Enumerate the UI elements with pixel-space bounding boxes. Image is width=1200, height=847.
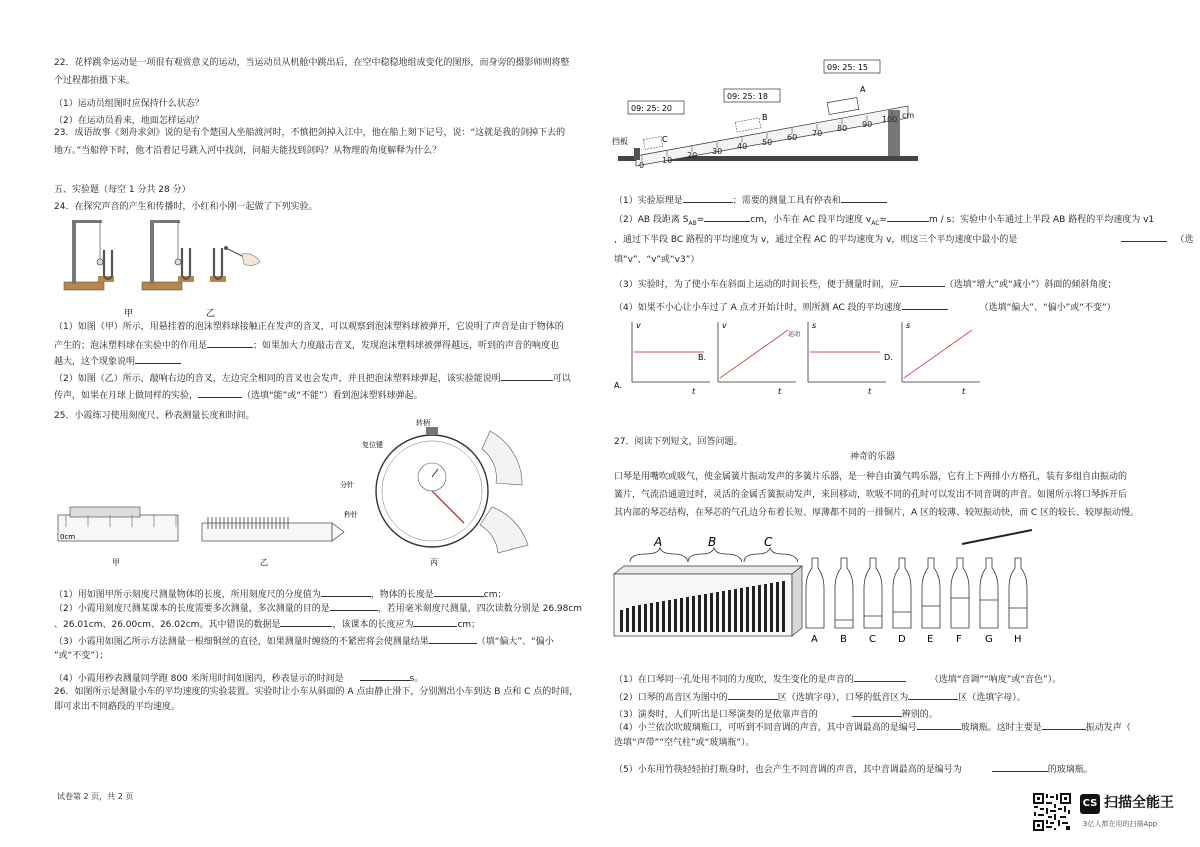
scanner-slogan: 3亿人都在用的扫描App — [1083, 820, 1158, 828]
q27-paragraph-2: 簧片，气流沿通道过时，灵活的金属舌簧振动发声，来回移动，吹吸不同的孔时可以发出不同音调的声音。如图所示将口琴拆开后 — [614, 490, 1128, 500]
graph-b-axis-v: v — [722, 321, 727, 330]
fig25-label-yi: 乙 — [260, 558, 268, 567]
q27-4-cont: 选填“声带”“空气柱”或“玻璃瓶”）。 — [614, 738, 755, 748]
answer-blank[interactable] — [854, 672, 906, 682]
q24-intro: 24．在探究声音的产生和传播时，小红和小刚一起做了下列实验。 — [54, 202, 318, 212]
graph-b-label: B. — [698, 353, 707, 362]
ruler-tick-80: 80 — [837, 124, 848, 133]
q24-2b: 传声，如果在月球上做同样的实验， （选填“能”或“不能”）看到泡沫塑料球弹起。 — [54, 388, 423, 402]
answer-blank[interactable] — [683, 193, 733, 203]
q24-figure — [54, 212, 304, 322]
answer-blank[interactable] — [413, 617, 457, 627]
fig24-label-jia: 甲 — [124, 309, 134, 319]
q22-text-cont: 个过程都拍摄下来。 — [54, 76, 136, 86]
q25-3b: ”或“不变”）； — [54, 651, 109, 661]
answer-blank[interactable] — [992, 762, 1048, 772]
answer-blank[interactable] — [135, 354, 181, 364]
fig24-label-yi: 乙 — [206, 309, 216, 319]
answer-blank[interactable] — [917, 720, 961, 730]
section-heading: 五、实验题（每空 1 分共 28 分） — [54, 185, 191, 195]
zone-c-label: C — [764, 535, 773, 549]
answer-blank[interactable] — [330, 601, 378, 611]
q26-4: （4）如果不小心让小车过了 A 点才开始计时，则所测 AC 段的平均速度 （选填“偏大”、“偏小”或“不变”） — [614, 300, 1116, 314]
q25-2a: （2）小霞用刻度尺测某课本的长度需要多次测量，多次测量的目的是 ，若用毫米刻度尺测量，四次读数分别是 26.98cm — [54, 601, 582, 615]
ruler-tick-90: 90 — [862, 120, 873, 129]
answer-blank[interactable] — [501, 371, 553, 381]
q24-2a: （2）如图（乙）所示，敲响右边的音叉，左边完全相同的音叉也会发声，并且把泡沫塑料球弹起，该实验能说明 可以 — [54, 371, 571, 385]
baffle-label: 挡板 — [612, 137, 628, 146]
graph-c-axis-s: s — [812, 321, 817, 330]
fig25-label-cm: 0cm — [60, 533, 76, 541]
bottle-label-a: A — [811, 634, 818, 645]
zone-a-label: A — [654, 535, 663, 549]
ruler-tick-10: 10 — [662, 156, 673, 165]
q23-text-cont: 地方。”当船停下时，他才沿着记号跳入河中找剑，问船夫能找到剑吗？从物理的角度解释为什么？ — [54, 146, 442, 156]
ruler-tick-0: 0 — [639, 161, 645, 170]
bottle-label-b: B — [840, 634, 847, 645]
bottle-label-e: E — [927, 634, 934, 645]
scanner-logo: CS — [1080, 794, 1100, 814]
answer-blank[interactable] — [908, 690, 958, 700]
q27-paragraph-3: 其内部的琴芯结构，在琴芯的气孔边分布着长短、厚薄都不同的一排铜片，A 区的较薄、较短振动快，而 C 区的较长、较厚振动慢。 — [614, 508, 1140, 518]
bottle-label-g: G — [985, 634, 993, 645]
answer-blank[interactable] — [360, 671, 410, 681]
point-c-label: C — [662, 135, 668, 144]
answer-blank[interactable] — [899, 277, 945, 287]
answer-blank[interactable] — [429, 634, 477, 644]
zone-b-label: B — [708, 535, 717, 549]
q26-2c: 填“v”、“v”或“v3”） — [614, 255, 700, 265]
ruler-tick-40: 40 — [737, 142, 748, 151]
fig25-label-second: 秒针 — [344, 511, 358, 519]
q27-paragraph-1: 口琴是用嘴吹或吸气，使金属簧片振动发声的多簧片乐器，是一种自由簧气鸣乐器，它有上下两排小方格孔，装有多组自由振动的 — [614, 472, 1128, 482]
ruler-tick-50: 50 — [762, 138, 773, 147]
ruler-tick-70: 70 — [812, 129, 823, 138]
clock-c: 09: 25: 20 — [631, 104, 673, 113]
answer-blank[interactable] — [852, 707, 902, 717]
clock-a: 09: 25: 15 — [827, 63, 869, 72]
q24-1a: （1）如图（甲）所示，用悬挂着的泡沫塑料球接触正在发声的音叉，可以观察到泡沫塑料球被弹开，它说明了声音是由于物体的 — [54, 322, 564, 332]
motion-graphs — [612, 318, 992, 404]
q25-4: （4）小霞用秒表测量同学跑 800 米所用时间如图丙，秒表显示的时间是 s。 — [54, 671, 423, 685]
q27-1: （1）在口琴同一孔处用不同的力度吹，发生变化的是声音的 （选填“音调”“响度”或“音色”）。 — [614, 672, 1061, 686]
bottle-label-h: H — [1014, 634, 1022, 645]
q26-3: （3）实验时，为了使小车在斜面上运动的时间长些，便于测量时间，应 （选填“增大”或“减小”）斜面的倾斜角度； — [614, 277, 1116, 291]
answer-blank[interactable] — [887, 212, 929, 222]
answer-blank[interactable] — [704, 212, 750, 222]
graph-c-axis-t: t — [868, 387, 872, 396]
q22-text: 22．花样跳伞运动是一项很有观赏意义的运动，当运动员从机舱中跳出后，在空中稳稳地组成变化的图形，而身旁的摄影师则将整 — [54, 58, 570, 68]
q26-text-cont: 即可求出不同路段的平均速度。 — [54, 702, 181, 712]
fig25-label-minute: 分针 — [340, 481, 354, 489]
incline-figure — [612, 58, 932, 170]
graph-a-axis-t: t — [692, 387, 696, 396]
answer-blank[interactable] — [728, 690, 778, 700]
q22-sub2: （2）在运动员看来，地面怎样运动？ — [54, 116, 204, 126]
ruler-tick-60: 60 — [787, 133, 798, 142]
q25-figure — [52, 419, 572, 575]
answer-blank[interactable] — [1121, 232, 1167, 242]
answer-blank[interactable] — [841, 193, 887, 203]
harmonica-figure — [612, 528, 1052, 648]
ruler-tick-100: 100 — [882, 115, 898, 124]
q27-title: 神奇的乐器 — [850, 452, 896, 462]
graph-d-axis-s: s — [906, 321, 911, 330]
graph-b-axis-t: t — [778, 387, 782, 396]
q27-2: （2）口琴的高音区为图中的 区（选填字母），口琴的低音区为 区（选填字母）。 — [614, 690, 1026, 704]
qr-code — [1032, 792, 1072, 832]
bottle-label-d: D — [898, 634, 906, 645]
answer-blank[interactable] — [321, 587, 371, 597]
q27-4: （4）小兰依次吹玻璃瓶口，可听到不同音调的声音，其中音调最高的是编号 玻璃瓶。这时主要是 振动发声（ — [614, 720, 1131, 734]
ruler-unit: cm — [902, 111, 915, 120]
clock-b: 09: 25: 18 — [727, 92, 769, 101]
q27-3: （3）演奏时，人们听出是口琴演奏的是依靠声音的 辨别的。 — [614, 707, 938, 721]
q26-2b: ，通过下半段 BC 路程的平均速度为 v，通过全程 AC 的平均速度为 v，则这三个平均速度中最小的是 （选 — [614, 232, 1193, 246]
graph-d-label: D. — [884, 353, 893, 362]
fig25-label-reset: 复位键 — [362, 441, 383, 449]
answer-blank[interactable] — [280, 617, 332, 627]
page-footer: 试卷第 2 页，共 2 页 — [57, 792, 134, 801]
q27-intro: 27．阅读下列短文，回答问题。 — [614, 437, 743, 447]
ruler-tick-30: 30 — [712, 147, 723, 156]
fig25-label-bing: 丙 — [430, 558, 438, 567]
q26-text: 26．如图所示是测量小车的平均速度的实验装置。实验时让小车从斜面的 A 点由静止滑下，分别测出小车到达 B 点和 C 点的时间， — [54, 687, 579, 697]
ruler-tick-20: 20 — [687, 151, 698, 160]
q23-text: 23．成语故事《刻舟求剑》说的是有个楚国人坐船渡河时，不慎把剑掉入江中，他在船上刻下记号，说：“这就是我的剑掉下去的 — [54, 128, 566, 138]
point-a-label: A — [860, 85, 866, 94]
graph-a-axis-v: v — [636, 321, 641, 330]
answer-blank[interactable] — [1042, 720, 1086, 730]
q24-1b: 产生的；泡沫塑料球在实验中的作用是 ；如果加大力度敲击音叉，发现泡沫塑料球被弹得越远，听到的声音的响度也 — [54, 338, 559, 352]
answer-blank[interactable] — [207, 338, 253, 348]
q25-1: （1）用如图甲所示刻度尺测量物体的长度，所用刻度尺的分度值为 ，物体的长度是 cm； — [54, 587, 506, 601]
bottle-label-f: F — [956, 634, 962, 645]
point-b-label: B — [762, 113, 768, 122]
graph-c-note: 运动 — [788, 331, 801, 338]
answer-blank[interactable] — [198, 388, 242, 398]
graph-d-axis-t: t — [962, 387, 966, 396]
q24-1c: 越大，这个现象说明 — [54, 354, 181, 368]
graph-a-label: A. — [614, 381, 622, 390]
q25-intro: 25．小霞练习使用刻度尺、秒表测量长度和时间。 — [54, 411, 255, 421]
fig25-label-jia: 甲 — [112, 558, 120, 567]
q26-2a: （2）AB 段距离 $S_{AB}=$ cm，小车在 AC 段平均速度 $v_{AC}= m / s$；实验中小车通过上半段 AB 路程的平均速度为 v1 — [614, 212, 1154, 227]
fig25-label-knob: 转柄 — [416, 419, 430, 427]
answer-blank[interactable] — [902, 300, 948, 310]
q26-1: （1）实验原理是 ；需要的测量工具有停表和 — [614, 193, 887, 207]
q25-3a: （3）小霞用如图乙所示方法测量一根细铜丝的直径，如果测量时缠绕的不紧密将会使测量结果 （填“偏大”、“偏小 — [54, 634, 554, 648]
answer-blank[interactable] — [434, 587, 484, 597]
scanner-app-name: 扫描全能王 — [1104, 795, 1174, 811]
q25-2b: 、26.01cm、26.00cm、26.02cm。其中错误的数据是 ，该课本的长度应为 cm； — [54, 617, 480, 631]
q22-sub1: （1）运动员组图时应保持什么状态？ — [54, 99, 204, 109]
q27-5: （5）小东用竹筷轻轻拍打瓶身时，也会产生不同音调的声音，其中音调最高的是编号为 的玻璃瓶。 — [614, 762, 1093, 776]
bottle-label-c: C — [869, 634, 876, 645]
